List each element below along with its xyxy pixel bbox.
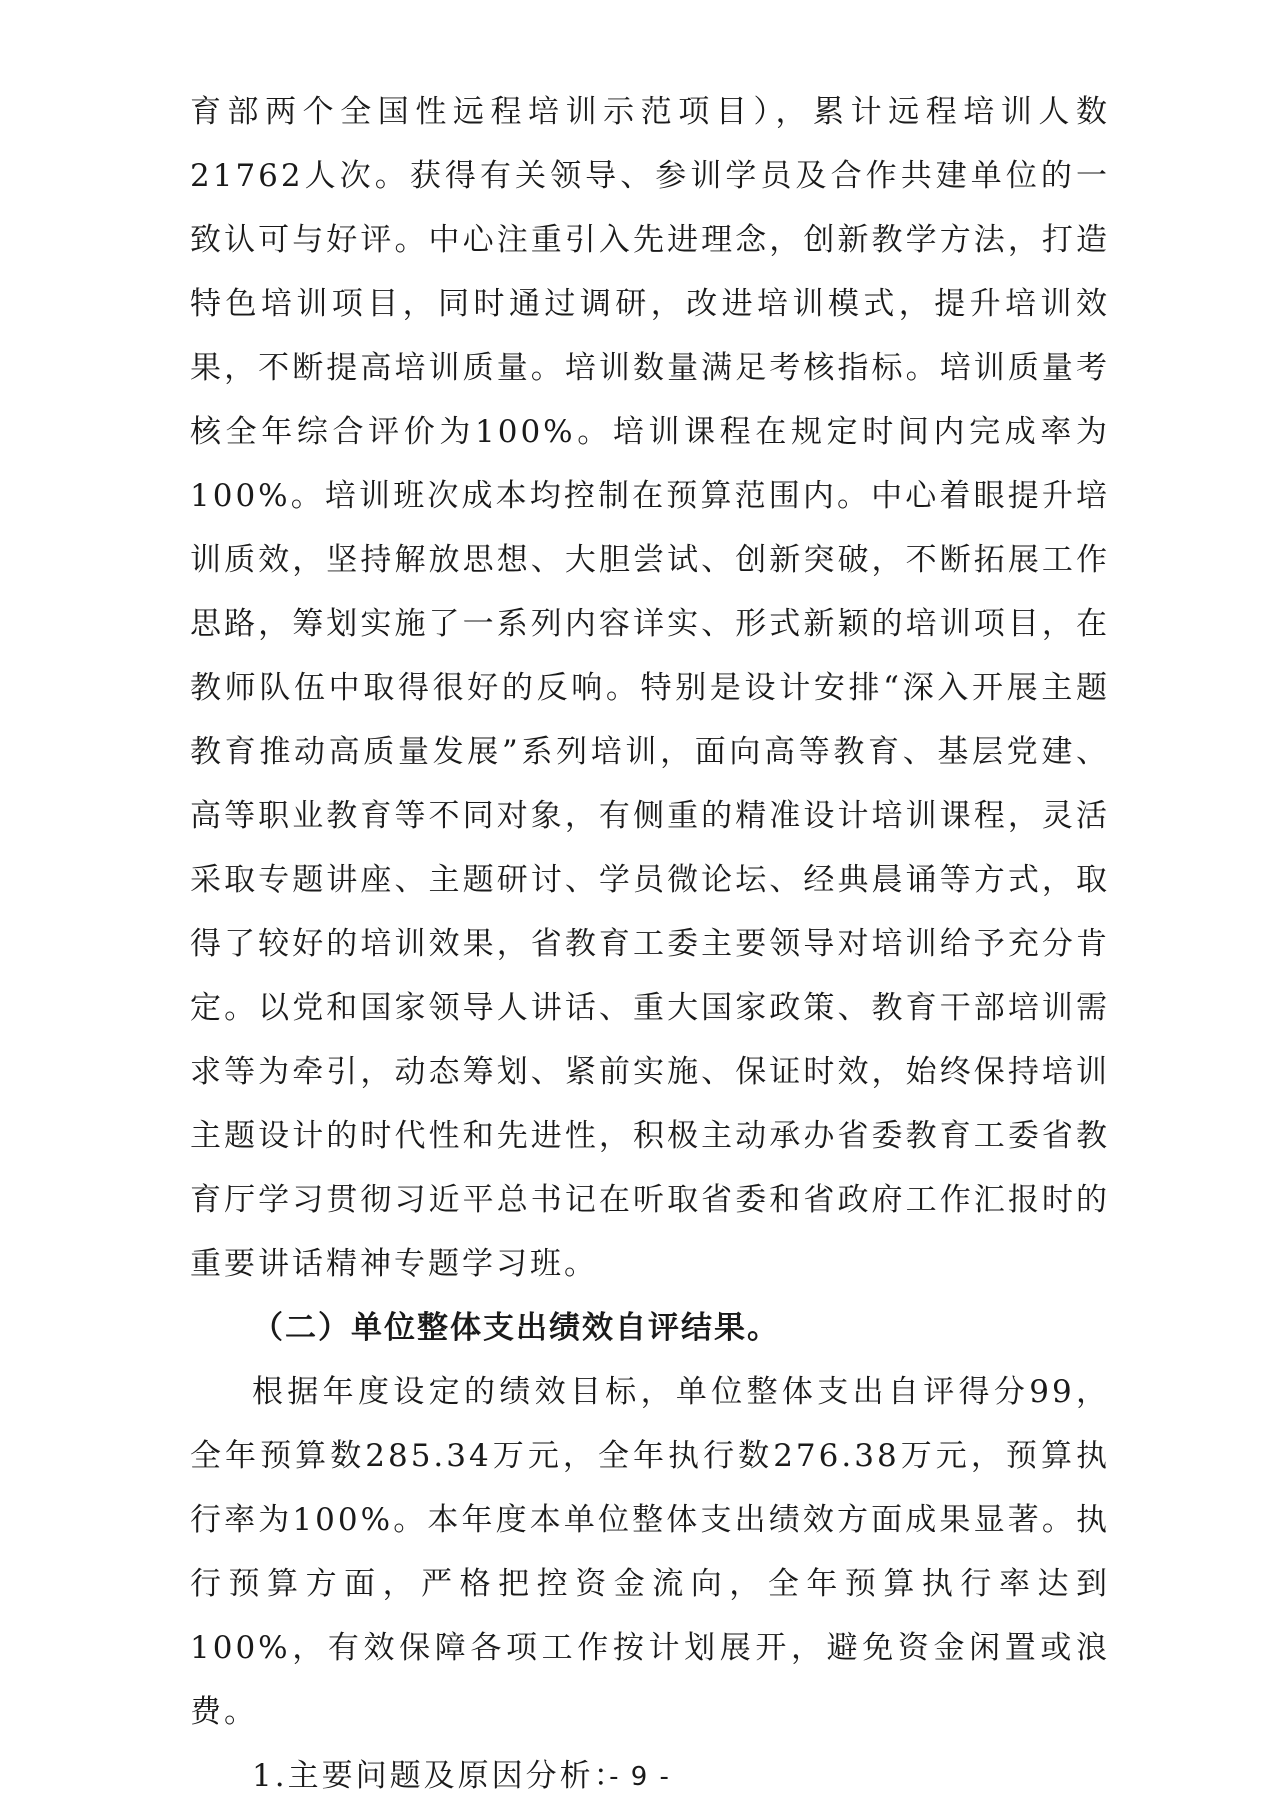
paragraph-training-summary: 育部两个全国性远程培训示范项目），累计远程培训人数21762人次。获得有关领导、参训学员及合作共建单位的一致认可与好评。中心注重引入先进理念，创新教学方法，打造特色培训项目，同时通过调研，改进培训模式，提升培训效果，不断提高培训质量。培训数量满足考核指标。培训质量考核全年综合评价为100%。培训课程在规定时间内完成率为100%。培训班次成本均控制在预算范围内。中心着眼提升培训质效，坚持解放思想、大胆尝试、创新突破，不断拓展工作思路，筹划实施了一系列内容详实、形式新颖的培训项目，在教师队伍中取得很好的反响。特别是设计安排“深入开展主题教育推动高质量发展”系列培训，面向高等教育、基层党建、高等职业教育等不同对象，有侧重的精准设计培训课程，灵活采取专题讲座、主题研讨、学员微论坛、经典晨诵等方式，取得了较好的培训效果，省教育工委主要领导对培训给予充分肯定。以党和国家领导人讲话、重大国家政策、教育干部培训需求等为牵引，动态筹划、紧前实施、保证时效，始终保持培训主题设计的时代性和先进性，积极主动承办省委教育工委省教育厅学习贯彻习近平总书记在听取省委和省政府工作汇报时的重要讲话精神专题学习班。	[190, 94, 1110, 1282]
page-number: - 9 -	[609, 1762, 671, 1792]
document-body	[190, 80, 1110, 1808]
section-heading-performance-result: （二）单位整体支出绩效自评结果。	[252, 1310, 780, 1346]
subheading-main-issues: 1.主要问题及原因分析：	[252, 1758, 628, 1794]
paragraph-budget-performance: 根据年度设定的绩效目标，单位整体支出自评得分99，全年预算数285.34万元，全年执行数276.38万元，预算执行率为100%。本年度本单位整体支出绩效方面成果显著。执行预算方面，严格把控资金流向，全年预算执行率达到100%，有效保障各项工作按计划展开，避免资金闲置或浪费。	[190, 1374, 1110, 1730]
